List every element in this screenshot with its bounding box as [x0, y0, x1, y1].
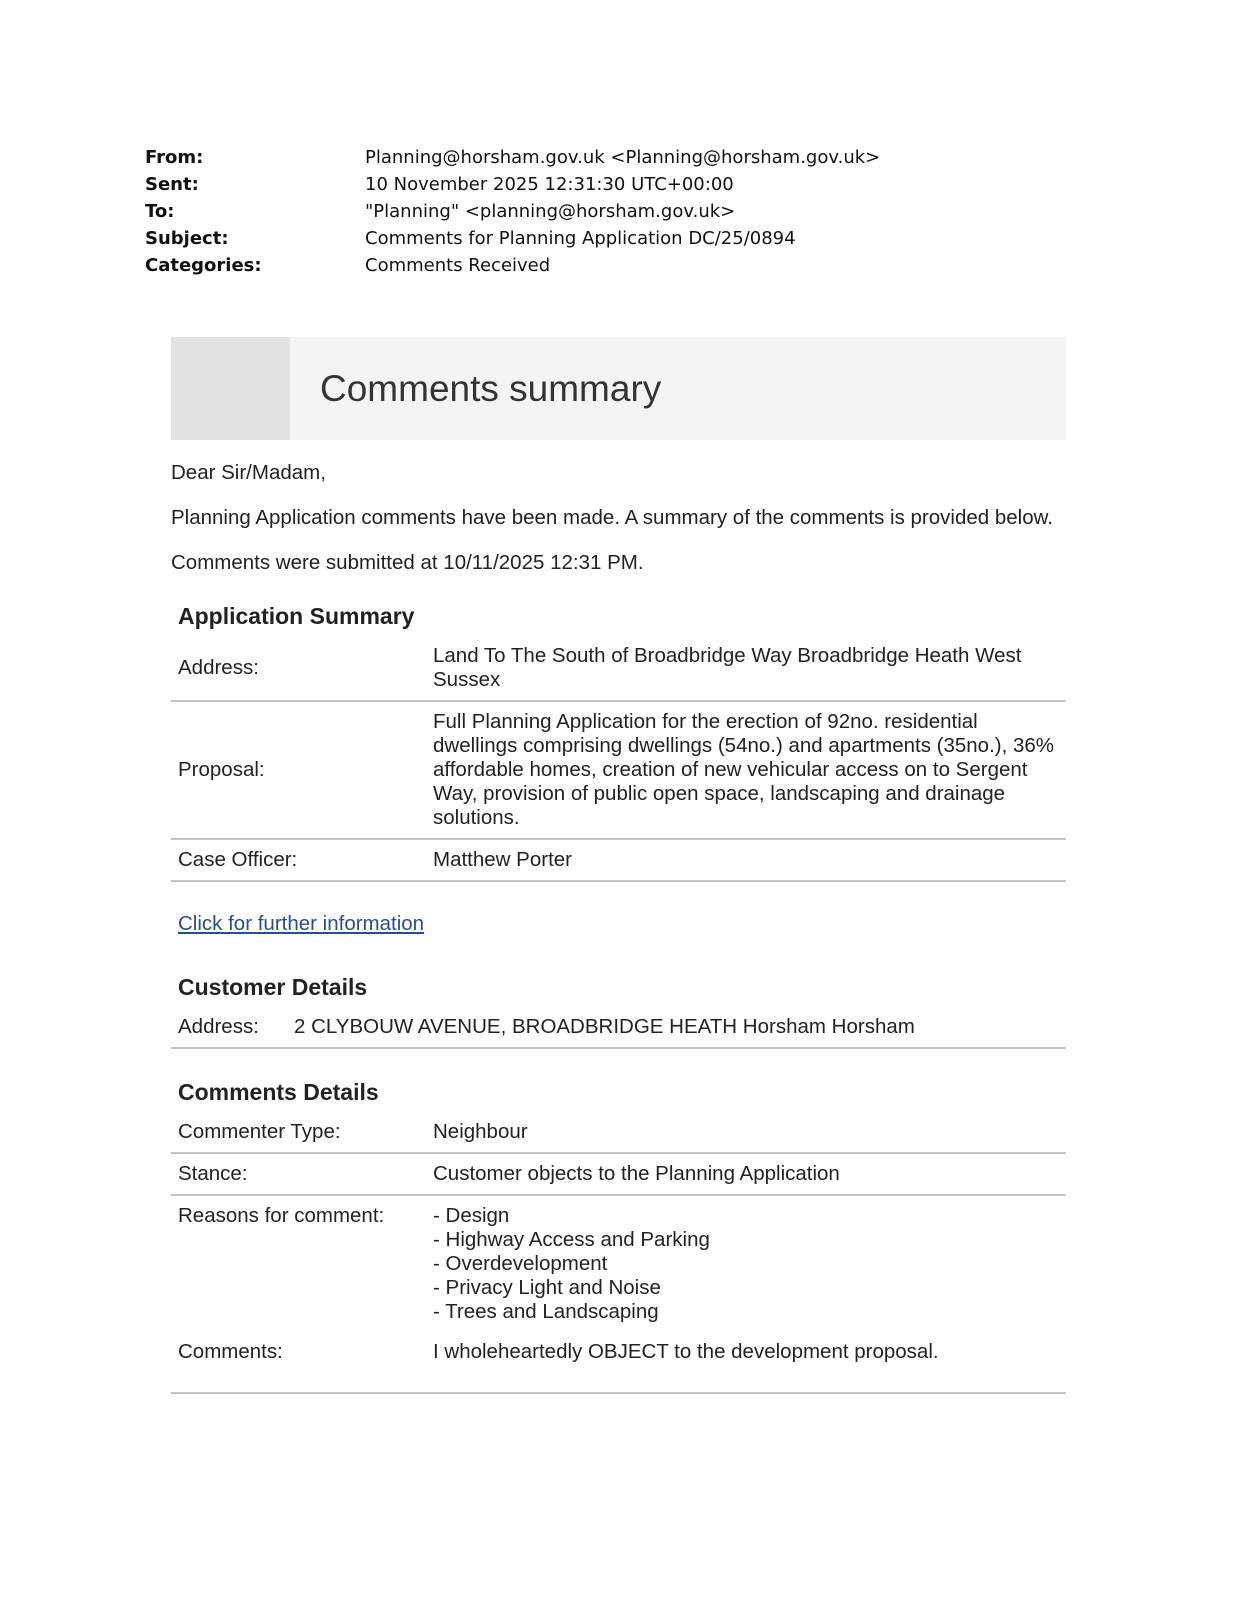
- categories-label: Categories:: [145, 255, 262, 276]
- table-row: [171, 1112, 1066, 1153]
- proposal-label: Proposal:: [171, 701, 426, 839]
- sent-label: Sent:: [145, 174, 199, 195]
- stance-value: Customer objects to the Planning Application: [426, 1153, 1066, 1195]
- application-summary-heading: Application Summary: [178, 603, 415, 629]
- to-row: [145, 198, 1045, 225]
- table-row: [171, 701, 1066, 839]
- stance-label: Stance:: [171, 1153, 426, 1195]
- customer-address-value: 2 CLYBOUW AVENUE, BROADBRIDGE HEATH Horsham Horsham: [294, 1015, 915, 1038]
- further-information-link[interactable]: Click for further information: [178, 912, 425, 935]
- case-officer-value: Matthew Porter: [426, 839, 1066, 881]
- list-item: - Highway Access and Parking: [433, 1228, 710, 1251]
- banner-accent-block: [171, 337, 290, 440]
- from-label: From:: [145, 147, 204, 168]
- subject-row: [145, 225, 1045, 252]
- table-row: [171, 636, 1066, 701]
- categories-value: Comments Received: [365, 255, 551, 276]
- customer-address-row: [171, 1007, 1066, 1049]
- proposal-value: Full Planning Application for the erection of 92no. residential dwellings comprising dwellings (54no.) and apartments (35no.), 36% affordable homes, creation of new vehicular access on to Sergent Way, provision of public open space, landscaping and drainage solutions.: [426, 701, 1066, 839]
- list-item: - Overdevelopment: [433, 1252, 608, 1275]
- list-item: - Design: [433, 1204, 510, 1227]
- customer-address-label: Address:: [178, 1015, 259, 1038]
- table-row: [171, 1332, 1066, 1372]
- submitted-text: Comments were submitted at 10/11/2025 12:31 PM.: [171, 551, 644, 574]
- reasons-list: [433, 1204, 1059, 1324]
- intro-text: Planning Application comments have been made. A summary of the comments is provided below.: [171, 506, 1053, 529]
- case-officer-label: Case Officer:: [171, 839, 426, 881]
- to-label: To:: [145, 201, 175, 222]
- customer-details-heading: Customer Details: [178, 974, 368, 1000]
- address-label: Address:: [171, 636, 426, 701]
- table-row: [171, 1195, 1066, 1332]
- commenter-type-value: Neighbour: [426, 1112, 1066, 1153]
- sent-value: 10 November 2025 12:31:30 UTC+00:00: [365, 174, 734, 195]
- comments-label: Comments:: [178, 1340, 283, 1363]
- greeting: Dear Sir/Madam,: [171, 461, 326, 484]
- email-body: [171, 337, 1066, 1394]
- commenter-type-label: Commenter Type:: [171, 1112, 426, 1153]
- from-value: Planning@horsham.gov.uk <Planning@horsham.gov.uk>: [365, 147, 881, 168]
- banner-title: Comments summary: [320, 367, 662, 409]
- bottom-divider: [171, 1372, 1066, 1394]
- to-value: "Planning" <planning@horsham.gov.uk>: [365, 201, 736, 222]
- list-item: - Privacy Light and Noise: [433, 1276, 661, 1299]
- table-row: [171, 1153, 1066, 1195]
- subject-label: Subject:: [145, 228, 229, 249]
- banner-title-area: [290, 337, 1066, 440]
- comments-value: I wholeheartedly OBJECT to the development proposal.: [433, 1340, 939, 1363]
- comments-details-heading: Comments Details: [178, 1079, 379, 1105]
- address-value: Land To The South of Broadbridge Way Broadbridge Heath West Sussex: [426, 636, 1066, 701]
- subject-value: Comments for Planning Application DC/25/0894: [365, 228, 796, 249]
- sent-row: [145, 171, 1045, 198]
- application-summary-table: [171, 636, 1066, 882]
- email-header: [145, 144, 1045, 279]
- reasons-value: [426, 1195, 1066, 1332]
- from-row: [145, 144, 1045, 171]
- summary-banner: [171, 337, 1066, 440]
- categories-row: [145, 252, 1045, 279]
- table-row: [171, 839, 1066, 881]
- list-item: - Trees and Landscaping: [433, 1300, 659, 1323]
- reasons-label: Reasons for comment:: [178, 1204, 385, 1227]
- comments-details-table: [171, 1112, 1066, 1372]
